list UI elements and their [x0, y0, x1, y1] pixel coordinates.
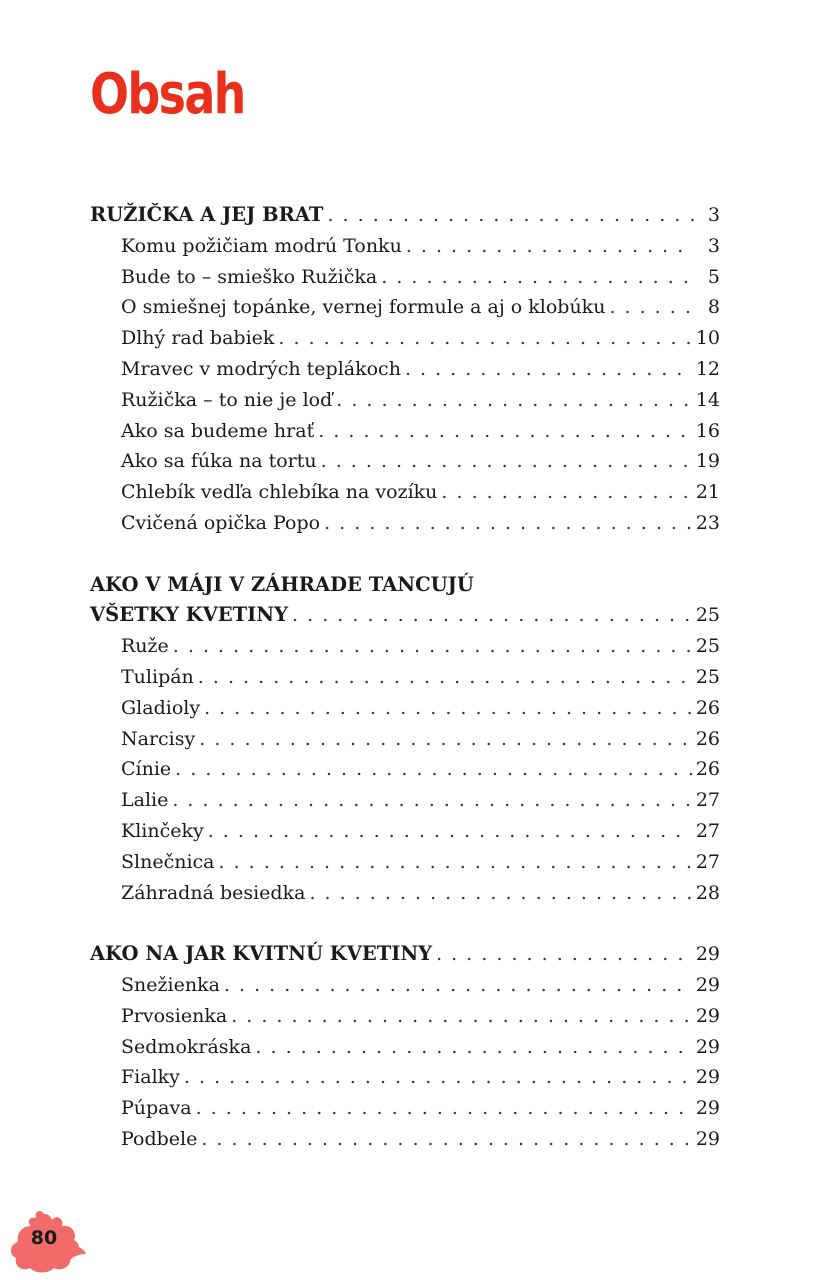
toc-entry[interactable]	[90, 416, 720, 447]
toc-entry-label: Tulipán	[121, 665, 194, 688]
toc-entry-page: 10	[695, 327, 720, 350]
dot-leader	[321, 446, 692, 477]
toc-entry[interactable]	[90, 662, 720, 693]
section-heading-label: RUŽIČKA A JEJ BRAT	[90, 203, 324, 226]
dot-leader	[441, 477, 691, 508]
dot-leader	[406, 231, 694, 262]
toc-entry-page: 29	[695, 1127, 720, 1150]
toc-entry-label: Podbele	[121, 1127, 198, 1150]
toc-entry-page: 27	[695, 789, 720, 812]
section-heading-page: 29	[695, 943, 720, 966]
dot-leader	[324, 508, 692, 539]
toc-entry[interactable]	[90, 631, 720, 662]
toc-entry-page: 5	[707, 265, 720, 288]
section-heading[interactable]	[90, 600, 720, 631]
dot-leader	[318, 416, 692, 447]
toc-entry[interactable]	[90, 508, 720, 539]
toc-entry-label: O smiešnej topánke, vernej formule a aj o klobúku	[121, 296, 606, 319]
dot-leader	[336, 385, 692, 416]
dot-leader	[219, 847, 692, 878]
toc-entry[interactable]	[90, 477, 720, 508]
toc-entry-label: Ružička – to nie je loď	[121, 388, 333, 411]
toc-entry-page: 26	[695, 758, 720, 781]
toc-entry[interactable]	[90, 446, 720, 477]
section-spacer	[90, 539, 720, 570]
toc-entry[interactable]	[90, 754, 720, 785]
toc-entry[interactable]	[90, 1001, 720, 1032]
page-number: 80	[30, 1227, 58, 1249]
toc-entry-label: Lalie	[121, 789, 169, 812]
dot-leader	[609, 292, 694, 323]
section-heading[interactable]	[90, 200, 720, 231]
toc-entry-label: Ako sa fúka na tortu	[121, 450, 317, 473]
section-heading-page: 25	[695, 604, 720, 627]
dot-leader	[405, 354, 692, 385]
toc-entry-page: 29	[695, 1035, 720, 1058]
toc-entry-page: 14	[695, 388, 720, 411]
toc-entry-label: Dlhý rad babiek	[121, 327, 275, 350]
toc-entry-label: Gladioly	[121, 696, 201, 719]
toc-entry-page: 27	[695, 850, 720, 873]
dot-leader	[201, 1124, 691, 1155]
section-heading-label: AKO NA JAR KVITNÚ KVETINY	[90, 942, 433, 966]
toc-entry[interactable]	[90, 292, 720, 323]
toc-entry-label: Cínie	[121, 758, 172, 781]
toc-entry-label: Chlebík vedľa chlebíka na vozíku	[121, 481, 438, 504]
toc-entry-page: 23	[695, 511, 720, 534]
toc-entry[interactable]	[90, 847, 720, 878]
dot-leader	[172, 785, 691, 816]
page-title: Obsah	[90, 62, 245, 127]
toc-entry-page: 29	[695, 1004, 720, 1027]
dot-leader	[175, 754, 692, 785]
dot-leader	[173, 631, 692, 662]
toc-entry-label: Komu požičiam modrú Tonku	[121, 234, 402, 257]
toc-entry-page: 29	[695, 973, 720, 996]
dot-leader	[184, 1062, 692, 1093]
toc-entry-label: Snežienka	[121, 973, 220, 996]
toc-entry-page: 25	[695, 635, 720, 658]
toc-entry-label: Slnečnica	[121, 850, 215, 873]
toc-entry-page: 29	[695, 1066, 720, 1089]
page-number-badge	[4, 1208, 90, 1274]
toc-entry-label: Fialky	[121, 1066, 180, 1089]
toc-entry-page: 8	[707, 296, 720, 319]
toc-entry-label: Sedmokráska	[121, 1035, 252, 1058]
toc-entry-page: 21	[695, 481, 720, 504]
dot-leader	[208, 816, 692, 847]
toc-entry[interactable]	[90, 262, 720, 293]
dot-leader	[292, 600, 692, 631]
toc-entry-label: Púpava	[121, 1097, 192, 1120]
toc-entry-page: 26	[695, 696, 720, 719]
toc-entry-page: 25	[695, 665, 720, 688]
toc-entry-page: 19	[695, 450, 720, 473]
table-of-contents	[90, 200, 720, 1155]
section-heading[interactable]	[90, 939, 720, 970]
toc-entry[interactable]	[90, 323, 720, 354]
toc-entry[interactable]	[90, 816, 720, 847]
dot-leader	[436, 939, 692, 970]
dot-leader	[198, 662, 692, 693]
section-heading-label: AKO V MÁJI V ZÁHRADE TANCUJÚ	[90, 572, 474, 596]
toc-entry[interactable]	[90, 878, 720, 909]
dot-leader	[381, 262, 694, 293]
toc-entry[interactable]	[90, 354, 720, 385]
toc-entry-label: Ruže	[121, 635, 169, 658]
section-heading-label: VŠETKY KVETINY	[90, 603, 289, 627]
toc-entry[interactable]	[90, 693, 720, 724]
toc-entry-label: Mravec v modrých teplákoch	[121, 357, 401, 380]
toc-entry-page: 27	[695, 819, 720, 842]
toc-entry-page: 3	[707, 234, 720, 257]
dot-leader	[231, 1001, 692, 1032]
toc-entry-page: 26	[695, 727, 720, 750]
dot-leader	[204, 693, 692, 724]
toc-entry[interactable]	[90, 1032, 720, 1063]
dot-leader	[327, 200, 694, 231]
toc-entry[interactable]	[90, 724, 720, 755]
toc-entry[interactable]	[90, 1093, 720, 1124]
dot-leader	[199, 724, 692, 755]
section-heading[interactable]	[90, 570, 720, 601]
toc-entry-page: 28	[695, 881, 720, 904]
dot-leader	[196, 1093, 692, 1124]
toc-entry-page: 16	[695, 419, 720, 442]
toc-entry-page: 29	[695, 1097, 720, 1120]
section-heading-page: 3	[707, 204, 720, 226]
toc-entry[interactable]	[90, 785, 720, 816]
toc-entry-page: 12	[695, 357, 720, 380]
dot-leader	[255, 1032, 691, 1063]
toc-entry[interactable]	[90, 1062, 720, 1093]
toc-entry-label: Cvičená opička Popo	[121, 511, 321, 534]
section-spacer	[90, 908, 720, 939]
dot-leader	[278, 323, 691, 354]
dot-leader	[309, 878, 691, 909]
toc-entry-label: Klinčeky	[121, 819, 204, 842]
toc-entry-label: Narcisy	[121, 727, 196, 750]
toc-entry[interactable]	[90, 1124, 720, 1155]
toc-entry[interactable]	[90, 385, 720, 416]
toc-entry-label: Bude to – smieško Ružička	[121, 265, 378, 288]
toc-entry[interactable]	[90, 231, 720, 262]
dot-leader	[224, 970, 692, 1001]
toc-entry[interactable]	[90, 970, 720, 1001]
toc-entry-label: Prvosienka	[121, 1004, 228, 1027]
toc-entry-label: Záhradná besiedka	[121, 881, 306, 904]
toc-entry-label: Ako sa budeme hrať	[121, 419, 315, 442]
